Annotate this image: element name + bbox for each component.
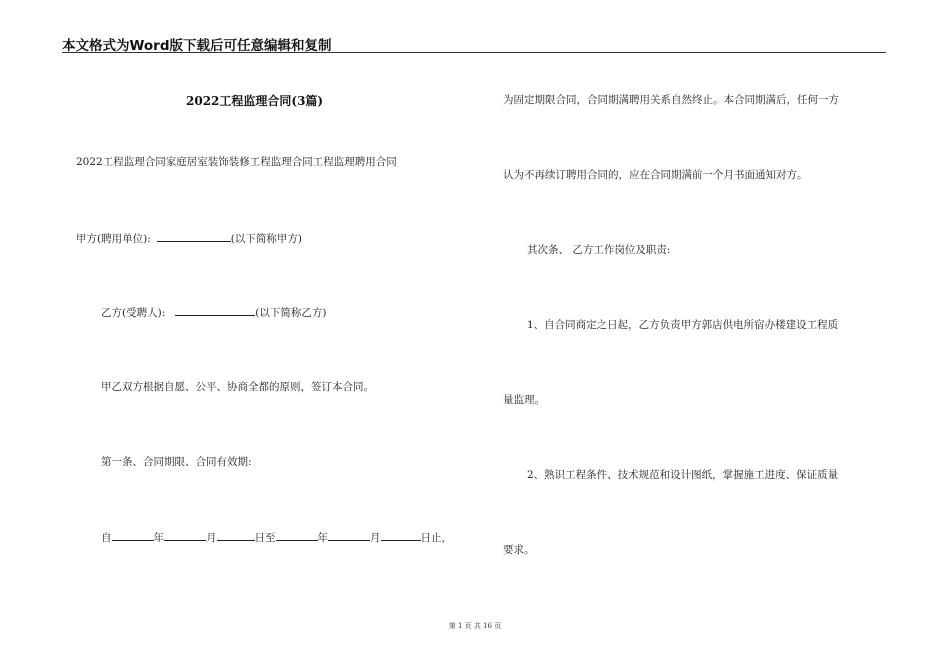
date-from: 自 [101,532,112,544]
date-blank-6 [381,530,421,541]
item-1-line-2: 量监理。 [503,394,545,406]
clause-2-title: 其次条、 乙方工作岗位及职责: [527,244,671,256]
party-b-suffix: (以下简称乙方) [255,307,327,319]
item-2-line-2: 要求。 [503,544,535,556]
date-day-to: 日至 [254,532,276,544]
document-title: 2022工程监理合同(3篇) [186,94,324,108]
right-paragraph-1: 为固定期限合同，合同期满聘用关系自然终止。本合同期满后，任何一方 [503,94,839,106]
date-blank-3 [217,530,255,541]
date-year-1: 年 [153,532,164,544]
item-2-line-1: 2、熟识工程条件、技术规范和设计图纸，掌握施工进度、保证质量 [527,469,839,481]
header-text: 本文格式为Word版下载后可任意编辑和复制 [62,38,332,54]
party-a-suffix: (以下简称甲方) [230,233,302,245]
date-blank-2 [164,530,206,541]
party-a-blank [157,231,231,242]
date-blank-5 [328,530,370,541]
party-a-line [76,231,302,246]
party-b-blank [175,305,255,316]
date-line [101,530,452,545]
page-footer: 第 1 页 共 16 页 [448,622,502,630]
date-blank-1 [112,530,154,541]
clause-1-title: 第一条、合同期限、合同有效期: [101,456,252,468]
party-b-label: 乙方(受聘人): [101,307,166,319]
item-1-line-1: 1、自合同商定之日起，乙方负责甲方郭店供电所宿办楼建设工程质 [527,319,839,331]
agreement-paragraph: 甲乙双方根据自愿、公平、协商全都的原则，签订本合同。 [101,381,374,393]
date-blank-4 [276,530,318,541]
date-month-2: 月 [370,532,381,544]
date-day-end: 日止， [420,532,452,544]
date-month-1: 月 [206,532,217,544]
party-b-line [101,305,326,320]
party-a-label: 甲方(聘用单位): [76,233,151,245]
date-year-2: 年 [317,532,328,544]
document-subtitle: 2022工程监理合同家庭居室装饰装修工程监理合同工程监理聘用合同 [76,156,397,168]
right-paragraph-2: 认为不再续订聘用合同的，应在合同期满前一个月书面通知对方。 [503,169,808,181]
page-header [62,32,886,53]
